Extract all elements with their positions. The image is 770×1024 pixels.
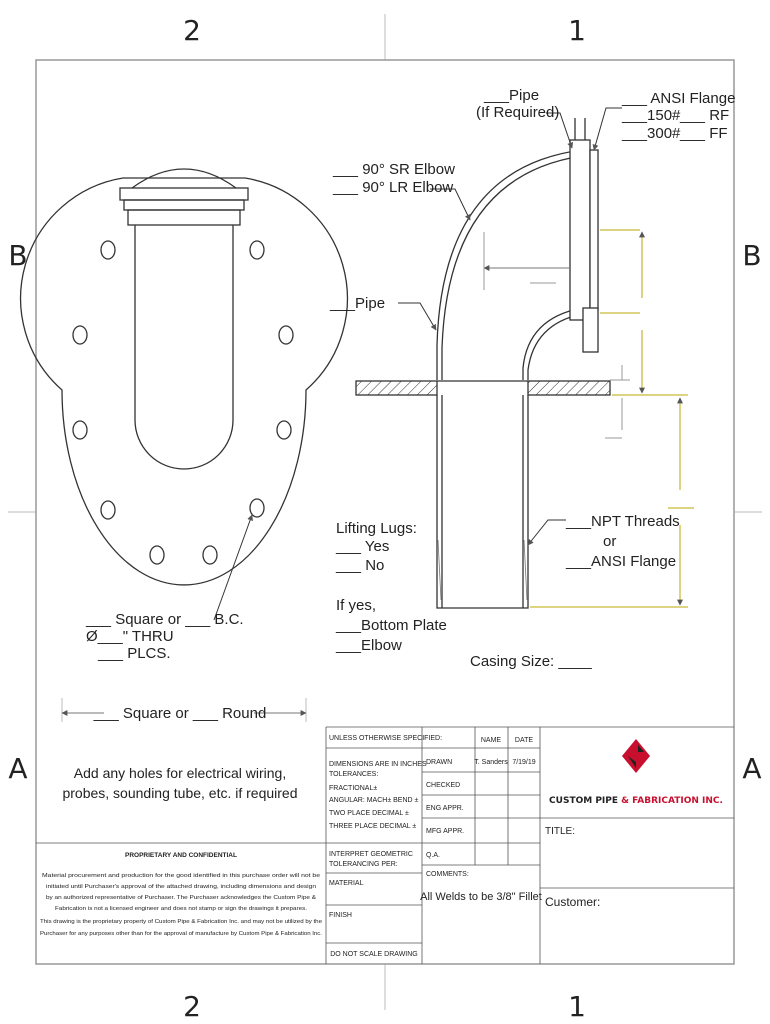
bolt-holes — [73, 241, 293, 564]
base-plate-right — [528, 381, 610, 395]
bottom-flange-lip — [583, 308, 598, 352]
holes-note-line2: probes, sounding tube, etc. if required — [62, 785, 298, 801]
flange-150-label: ___150# — [622, 107, 681, 124]
tolerance-line3: FRACTIONAL± — [329, 785, 378, 792]
hole-count-label: ___ PLCS. — [98, 645, 171, 662]
npt-or-label: or — [603, 533, 617, 550]
sr-elbow-label: ___ 90° SR Elbow — [333, 161, 455, 178]
casing-pipe — [437, 395, 528, 608]
top-pipe-label: ___Pipe — [484, 87, 540, 104]
zone-top-right: 1 — [568, 14, 586, 47]
flange-face — [590, 150, 598, 310]
proprietary-line4: Fabrication is not a licensed engineer and does not stamp or sign the drawings it prepares. — [55, 906, 308, 912]
npt-threads-label: ___NPT Threads — [566, 513, 680, 530]
zone-bottom-left: 2 — [183, 990, 201, 1023]
casing-size-label: Casing Size: ____ — [470, 653, 592, 670]
company-name-part2: & FABRICATION INC. — [621, 796, 723, 806]
base-plate-left — [356, 381, 437, 395]
flange-plate-outline — [21, 178, 348, 585]
zone-left-upper: B — [8, 239, 28, 272]
top-pipe-if-required: (If Required) — [476, 104, 560, 121]
company-logo-icon — [622, 739, 650, 773]
interpret-line2: TOLERANCING PER: — [329, 861, 398, 868]
flange-ff-label: ___ FF — [680, 125, 728, 142]
flange-300-label: ___300# — [622, 125, 681, 142]
lugs-no-label: ___ No — [336, 557, 385, 574]
bottom-plate-label: ___Bottom Plate — [336, 617, 447, 634]
row-eng-appr: ENG APPR. — [426, 805, 464, 812]
tolerance-line1: DIMENSIONS ARE IN INCHES — [329, 761, 427, 768]
side-pipe-label: ___Pipe — [330, 295, 386, 312]
top-pipe-stub — [575, 118, 585, 140]
proprietary-line3: by an authorized representative of Purchaser. The Purchaser acknowledges the Custom Pipe & — [46, 895, 317, 901]
tolerance-line2: TOLERANCES: — [329, 771, 379, 778]
material-label: MATERIAL — [329, 880, 364, 887]
zone-bottom-right: 1 — [568, 990, 586, 1023]
pipe-collar — [120, 188, 248, 200]
row-mfg-appr: MFG APPR. — [426, 828, 465, 835]
tolerance-line5: TWO PLACE DECIMAL ± — [329, 810, 409, 817]
hole-size-label: Ø___" THRU — [86, 628, 174, 645]
comments-text: All Welds to be 3/8" Fillet — [420, 891, 542, 903]
if-yes-label: If yes, — [336, 597, 377, 614]
bolt-leader — [214, 515, 252, 620]
tolerance-line6: THREE PLACE DECIMAL ± — [329, 823, 417, 830]
zone-right-lower: A — [742, 752, 762, 785]
company-name-part1: CUSTOM PIPE — [549, 796, 622, 806]
drawn-date: 7/19/19 — [512, 759, 536, 766]
col-name: NAME — [480, 737, 502, 744]
plan-view — [21, 169, 348, 722]
proprietary-line6: Purchaser for any purposes other than for the approval of manufacture by Custom Pipe & Fabrication Inc. — [40, 931, 323, 937]
col-date: DATE — [514, 737, 534, 744]
customer-label: Customer: — [545, 895, 601, 909]
elbow-lug-label: ___Elbow — [336, 637, 402, 654]
do-not-scale: DO NOT SCALE DRAWING — [330, 951, 418, 958]
width-dimension-label: ___ Square or ___ Round — [93, 705, 267, 722]
flange-rf-label: ___ RF — [680, 107, 730, 124]
title-label: TITLE: — [545, 826, 576, 837]
top-flange — [570, 140, 590, 320]
zone-top-left: 2 — [183, 14, 201, 47]
unless-specified: UNLESS OTHERWISE SPECIFIED: — [329, 735, 443, 742]
proprietary-line5: This drawing is the proprietary property of Custom Pipe & Fabrication Inc. and may not be utilized by the — [40, 919, 322, 925]
lifting-lugs-label: Lifting Lugs: — [336, 520, 417, 537]
bolt-circle-label: ___ Square or ___ B.C. — [86, 611, 244, 628]
holes-note-line1: Add any holes for electrical wiring, — [73, 765, 287, 781]
npt-ansi-flange-label: ___ANSI Flange — [566, 553, 677, 570]
row-drawn: DRAWN — [426, 759, 453, 766]
zone-left-lower: A — [8, 752, 28, 785]
lr-elbow-label: ___ 90° LR Elbow — [333, 179, 454, 196]
proprietary-line2: initiated until Purchaser's approval of the attached drawing, including dimensions and design — [46, 884, 316, 890]
comments-label: COMMENTS: — [426, 871, 469, 878]
proprietary-line1: Material procurement and production for the good identified in this purchase order will not be — [42, 873, 320, 879]
finish-label: FINISH — [329, 912, 352, 919]
row-qa: Q.A. — [426, 852, 441, 859]
drawn-name: T. Sanders — [474, 759, 508, 766]
elbow-slot — [135, 225, 233, 469]
company-name — [549, 796, 723, 806]
npt-thread-marks — [438, 540, 527, 600]
lugs-yes-label: ___ Yes — [336, 538, 390, 555]
proprietary-heading: PROPRIETARY AND CONFIDENTIAL — [125, 852, 237, 859]
tolerance-line4: ANGULAR: MACH± BEND ± — [329, 797, 419, 804]
ansi-flange-label: ___ ANSI Flange — [622, 90, 736, 107]
zone-right-upper: B — [742, 239, 762, 272]
interpret-line1: INTERPRET GEOMETRIC — [329, 851, 413, 858]
elbow-inner-wall-b — [528, 314, 582, 380]
row-checked: CHECKED — [426, 782, 461, 789]
